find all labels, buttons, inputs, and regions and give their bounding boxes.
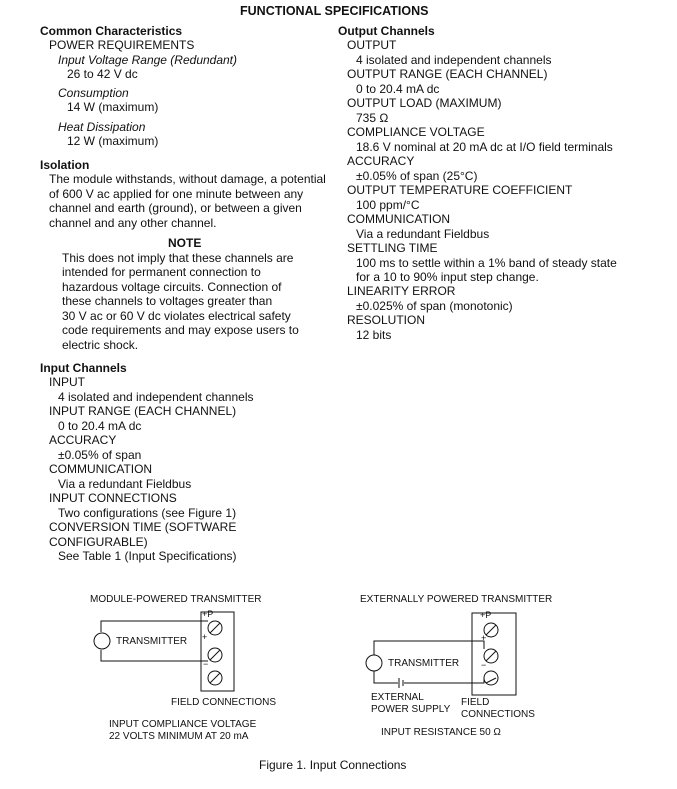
output-item: RESOLUTION <box>347 313 426 327</box>
input-heading: Input Channels <box>40 361 127 375</box>
isolation-line: channel and any other channel. <box>49 216 217 230</box>
external-power-supply-label: EXTERNAL <box>371 692 424 703</box>
terminal-block <box>201 612 234 691</box>
transmitter-symbol <box>94 633 110 649</box>
note-line: 30 V ac or 60 V dc violates electrical safety <box>62 309 291 323</box>
output-item: 12 bits <box>356 328 392 342</box>
output-item: COMMUNICATION <box>347 212 451 226</box>
input-item: CONVERSION TIME (SOFTWARE <box>49 520 237 534</box>
note-line: code requirements and may expose users to <box>62 323 299 337</box>
minus-label: − <box>203 659 209 669</box>
field-connections-label: FIELD CONNECTIONS <box>171 697 277 708</box>
power-label: POWER REQUIREMENTS <box>49 38 195 52</box>
isolation-heading: Isolation <box>40 158 90 172</box>
plus-p-label: +P <box>480 610 492 620</box>
consumption-label: Consumption <box>58 86 129 100</box>
transmitter-symbol <box>366 655 382 671</box>
external-power-supply-label: POWER SUPPLY <box>371 704 451 715</box>
module-powered-diagram <box>94 609 234 691</box>
minus-label: − <box>481 660 487 670</box>
input-item: INPUT RANGE (EACH CHANNEL) <box>49 404 237 418</box>
input-item: 0 to 20.4 mA dc <box>58 419 142 433</box>
ivr-label: Input Voltage Range (Redundant) <box>58 53 238 67</box>
input-item: ACCURACY <box>49 433 117 447</box>
field-connections-label: CONNECTIONS <box>461 709 535 720</box>
note-line: these channels to voltages greater than <box>62 294 273 308</box>
heat-value: 12 W (maximum) <box>67 134 159 148</box>
common-heading: Common Characteristics <box>40 24 183 38</box>
note-line: electric shock. <box>62 338 139 352</box>
input-item: CONFIGURABLE) <box>49 535 148 549</box>
isolation-line: channel and earth (ground), or between a given <box>49 201 302 215</box>
module-powered-title: MODULE-POWERED TRANSMITTER <box>90 594 262 605</box>
output-item: Via a redundant Fieldbus <box>356 227 490 241</box>
note-line: hazardous voltage circuits. Connection of <box>62 280 282 294</box>
output-item: for a 10 to 90% input step change. <box>356 270 539 284</box>
output-item: LINEARITY ERROR <box>347 284 456 298</box>
input-item: See Table 1 (Input Specifications) <box>58 549 237 563</box>
plus-p-label: +P <box>202 609 214 619</box>
plus-label: + <box>202 632 208 642</box>
field-connections-label: FIELD <box>461 697 490 708</box>
transmitter-label: TRANSMITTER <box>388 658 460 669</box>
note-heading: NOTE <box>168 236 202 250</box>
page-title: FUNCTIONAL SPECIFICATIONS <box>240 4 429 18</box>
externally-powered-diagram <box>366 610 516 695</box>
output-item: 18.6 V nominal at 20 mA dc at I/O field terminals <box>356 140 613 154</box>
input-item: 4 isolated and independent channels <box>58 390 254 404</box>
consumption-value: 14 W (maximum) <box>67 100 159 114</box>
input-item: Two configurations (see Figure 1) <box>58 506 237 520</box>
compliance-note-line: INPUT COMPLIANCE VOLTAGE <box>109 719 257 730</box>
output-item: COMPLIANCE VOLTAGE <box>347 125 485 139</box>
ivr-value: 26 to 42 V dc <box>67 67 138 81</box>
output-item: ±0.05% of span (25°C) <box>356 169 478 183</box>
note-line: intended for permanent connection to <box>62 265 261 279</box>
output-item: ±0.025% of span (monotonic) <box>356 299 513 313</box>
output-item: OUTPUT LOAD (MAXIMUM) <box>347 96 502 110</box>
note-line: This does not imply that these channels are <box>62 251 294 265</box>
output-item: ACCURACY <box>347 154 415 168</box>
compliance-note-line: 22 VOLTS MINIMUM AT 20 mA <box>109 731 249 742</box>
heat-label: Heat Dissipation <box>58 120 146 134</box>
output-item: OUTPUT <box>347 38 397 52</box>
input-item: INPUT <box>49 375 85 389</box>
output-item: SETTLING TIME <box>347 241 438 255</box>
output-item: OUTPUT TEMPERATURE COEFFICIENT <box>347 183 573 197</box>
output-heading: Output Channels <box>338 24 435 38</box>
transmitter-label: TRANSMITTER <box>116 636 188 647</box>
isolation-line: The module withstands, without damage, a potential <box>49 172 326 186</box>
input-item: COMMUNICATION <box>49 462 153 476</box>
input-item: INPUT CONNECTIONS <box>49 491 177 505</box>
input-resistance-label: INPUT RESISTANCE 50 Ω <box>381 727 501 738</box>
externally-powered-title: EXTERNALLY POWERED TRANSMITTER <box>360 594 553 605</box>
output-item: 100 ppm/°C <box>356 198 420 212</box>
output-item: 4 isolated and independent channels <box>356 53 552 67</box>
output-item: 735 Ω <box>356 111 389 125</box>
input-item: ±0.05% of span <box>58 448 142 462</box>
output-item: 100 ms to settle within a 1% band of steady state <box>356 256 617 270</box>
input-item: Via a redundant Fieldbus <box>58 477 192 491</box>
plus-label: + <box>481 633 487 643</box>
output-item: OUTPUT RANGE (EACH CHANNEL) <box>347 67 548 81</box>
isolation-line: of 600 V ac applied for one minute between any <box>49 187 304 201</box>
output-item: 0 to 20.4 mA dc <box>356 82 440 96</box>
figure-caption: Figure 1. Input Connections <box>259 758 407 772</box>
